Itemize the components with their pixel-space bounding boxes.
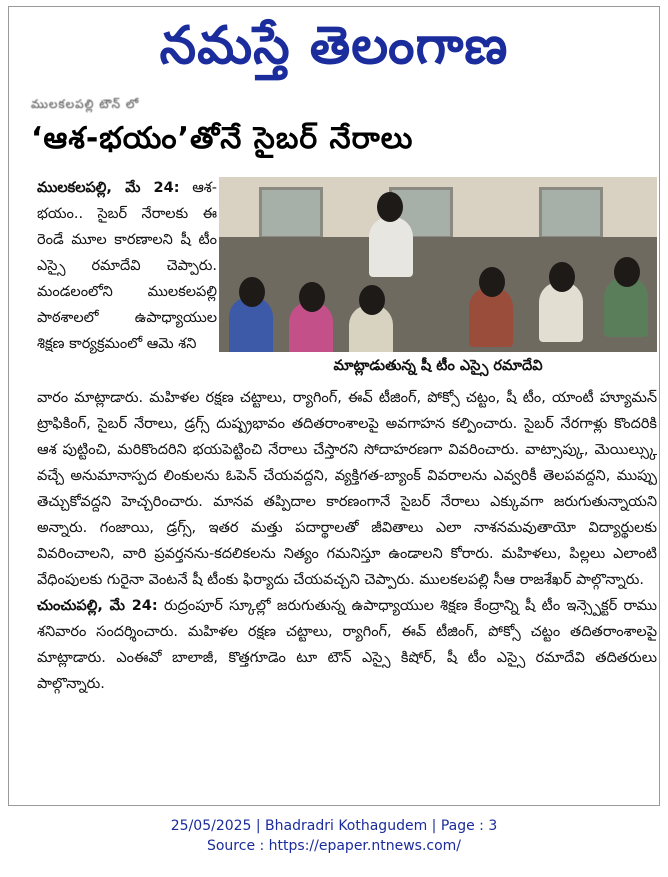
masthead-logo: నమస్తే తెలంగాణ [159,16,509,76]
photo-person-head [299,282,325,312]
photo-person-head [479,267,505,297]
body-paragraph-2-text: రుద్రంపూర్ స్కూల్లో జరుగుతున్న ఉపాధ్యాయుల శిక్షణ కేంద్రాన్ని షీ టీం ఇన్స్పెక్టర్ రాము శనివారం సందర్శించారు. మహిళల రక్షణ చట్టాలు, ర్యాగింగ్, ఈవ్ టీజింగ్, పోక్సో చట్టం తదితరాంశాలపై మాట్లాడారు. ఎంఈవో బాలాజీ, కొత్తగూడెం టూ టౌన్ ఎస్సై కిషోర్, షీ టీం ఎస్సై రమాదేవి తదితరులు పాల్గొన్నారు. [37,598,657,692]
photo-window [539,187,603,239]
dateline: ములకలపల్లి, మే 24: [37,180,180,196]
photo-person-head [614,257,640,287]
photo-window [259,187,323,239]
news-clipping [8,6,660,806]
photo-person-head [549,262,575,292]
body-paragraph-1: వారం మాట్లాడారు. మహిళల రక్షణ చట్టాలు, ర్యాగింగ్, ఈవ్ టీజింగ్, పోక్సో చట్టం, షీ టీం, యాంటీ హ్యూమన్ ట్రాఫికింగ్, సైబర్ నేరాలు, డ్రగ్స్ దుష్ప్రభావం తదితరాంశాలపై అవగాహన కల్పించారు. సైబర్ నేరగాళ్లు కొందరికి ఆశ పుట్టించి, మరికొందరిని భయపెట్టించి నేరాలు చేస్తారని సోదాహరణగా వివరించారు. వాట్సాప్కు, మెయిల్స్కు వచ్చే అనుమానాస్పద లింకులను ఓపెన్ చేయవద్దని, వ్యక్తిగత-బ్యాంక్ వివరాలను ఎవ్వరికీ తెలపవద్దని, ముప్పు తెచ్చుకోవద్దని హెచ్చరించారు. మానవ తప్పిదాల కారణంగానే సైబర్ నేరాలు ఎక్కువగా జరుగుతున్నాయని అన్నారు. గంజాయి, డ్రగ్స్, ఇతర మత్తు పదార్థాలతో జీవితాలు ఎలా నాశనమవుతాయో విద్యార్థులకు వివరించాలని, వారి ప్రవర్తనను-కదలికలను నిత్యం గమనిస్తూ ఉండాలని కోరారు. మహిళలు, పిల్లలు ఎలాంటి వేధింపులకు గురైనా వెంటనే షీ టీంకు ఫిర్యాదు చేయవచ్చని చెప్పారు. ములకలపల్లి సీఆ రాజశేఖర్ పాల్గొన్నారు. [37,390,657,588]
headline: ‘ఆశ-భయం’తోనే సైబర్ నేరాలు [31,121,414,156]
lead-text: ఆశ-భయం.. సైబర్ నేరాలకు ఈ రెండే మూల కారణాలని షీ టీం ఎస్సై రమాదేవి చెప్పారు. మండలంలోని ములకలపల్లి పాఠశాలలో ఉపాధ్యాయుల శిక్షణ కార్యక్రమంలో ఆమె శని [37,180,217,352]
photo-speaker-head [377,192,403,222]
dateline-2: చుంచుపల్లి, మే 24: [37,598,158,614]
kicker-line: ములకలపల్లి టౌన్ లో [31,97,140,111]
photo-person-head [359,285,385,315]
body-paragraph-2 [37,593,657,697]
footer-source: Source : https://epaper.ntnews.com/ [206,838,462,854]
photo-person-head [239,277,265,307]
news-photo [219,177,657,352]
article-body [37,385,657,697]
photo-crowd [219,237,657,352]
footer-date-edition: 25/05/2025 | Bhadradri Kothagudem | Page : 3 [170,818,498,834]
lead-paragraph [37,175,217,357]
photo-speaker [369,217,413,277]
photo-caption: మాట్లాడుతున్న షీ టీం ఎస్సై రమాదేవి [219,352,657,380]
